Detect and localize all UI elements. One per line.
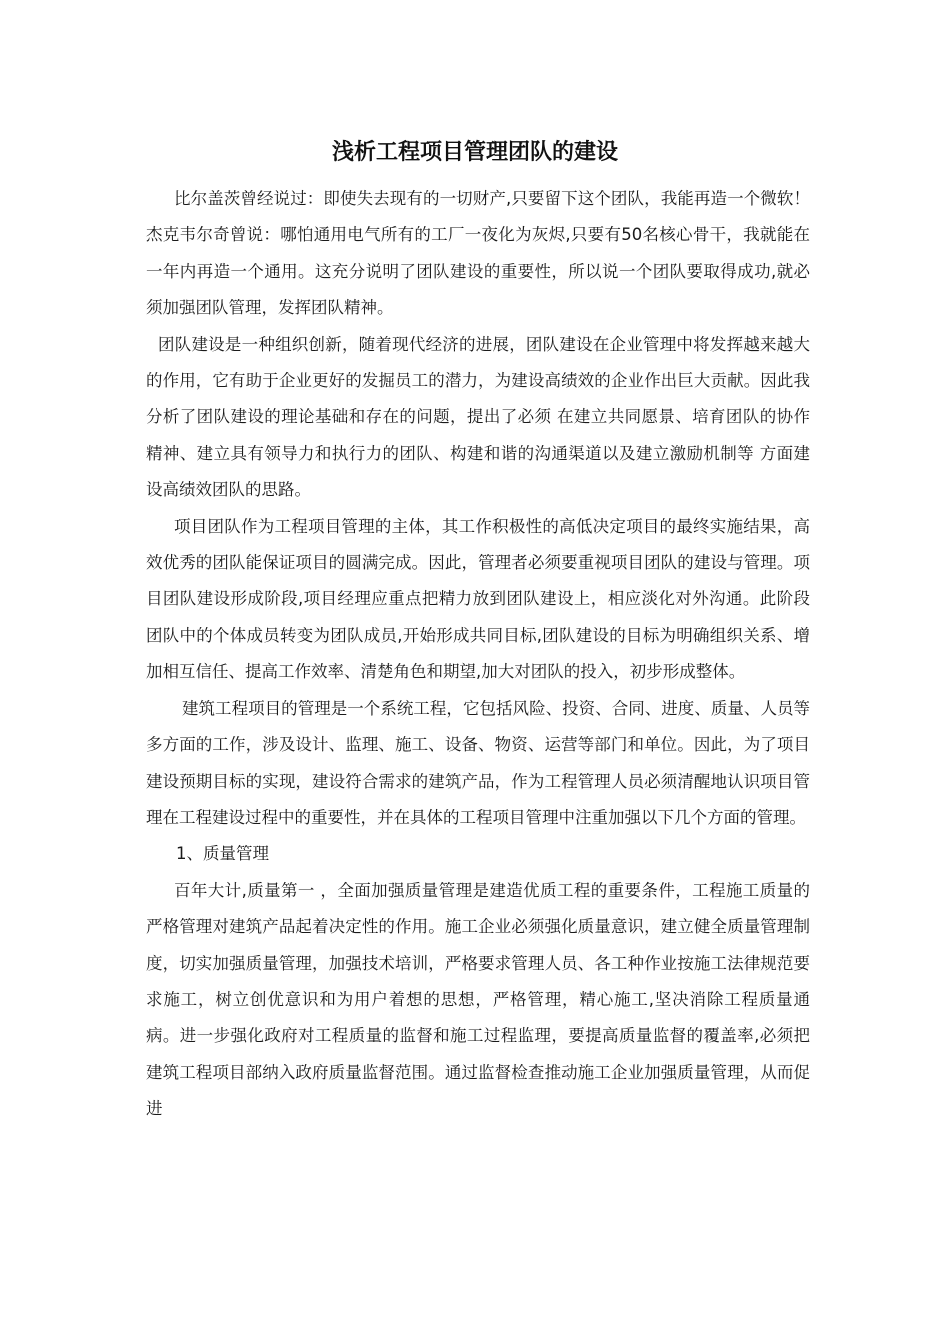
paragraph-intro: 比尔盖茨曾经说过：即使失去现有的一切财产,只要留下这个团队，我能再造一个微软！杰克韦尔奇曾说：哪怕通用电气所有的工厂一夜化为灰烬,只要有50名核心骨干，我就能在一年内再造一个通用。这充分说明了团队建设的重要性，所以说一个团队要取得成功,就必须加强团队管理，发挥团队精神。 [146,189,810,318]
paragraph-quality-management: 百年大计,质量第一 ，全面加强质量管理是建造优质工程的重要条件，工程施工质量的严格管理对建筑产品起着决定性的作用。施工企业必须强化质量意识，建立健全质量管理制度，切实加强质量管理，加强技术培训，严格要求管理人员、各工种作业按施工法律规范要求施工，树立创优意识和为用户着想的思想，严格管理，精心施工,坚决消除工程质量通病。进一步强化政府对工程质量的监督和施工过程监理，要提高质量监督的覆盖率,必须把建筑工程项目部纳入政府质量监督范围。通过监督检查推动施工企业加强质量管理，从而促进 [146,880,810,1119]
document-title: 浅析工程项目管理团队的建设 [331,139,618,165]
paragraph-team-building: 团队建设是一种组织创新，随着现代经济的进展，团队建设在企业管理中将发挥越来越大的作用，它有助于企业更好的发掘员工的潜力，为建设高绩效的企业作出巨大贡献。因此我分析了团队建设的理论基础和存在的问题，提出了必须 在建立共同愿景、培育团队的协作精神、建立具有领导力和执行力的团队、构建和谐的沟通渠道以及建立激励机制等 方面建设高绩效团队的思路。 [146,334,810,500]
document-body [146,181,810,1128]
paragraph-project-team: 项目团队作为工程项目管理的主体，其工作积极性的高低决定项目的最终实施结果，高效优秀的团队能保证项目的圆满完成。因此，管理者必须要重视项目团队的建设与管理。项目团队建设形成阶段,项目经理应重点把精力放到团队建设上，相应淡化对外沟通。此阶段团队中的个体成员转变为团队成员,开始形成共同目标,团队建设的目标为明确组织关系、增加相互信任、提高工作效率、清楚角色和期望,加大对团队的投入，初步形成整体。 [146,516,810,682]
section-heading-quality: 1、质量管理 [176,844,269,864]
paragraph-construction-management: 建筑工程项目的管理是一个系统工程，它包括风险、投资、合同、进度、质量、人员等多方面的工作，涉及设计、监理、施工、设备、物资、运营等部门和单位。因此，为了项目建设预期目标的实现，建设符合需求的建筑产品，作为工程管理人员必须清醒地认识项目管理在工程建设过程中的重要性，并在具体的工程项目管理中注重加强以下几个方面的管理。 [146,698,810,827]
